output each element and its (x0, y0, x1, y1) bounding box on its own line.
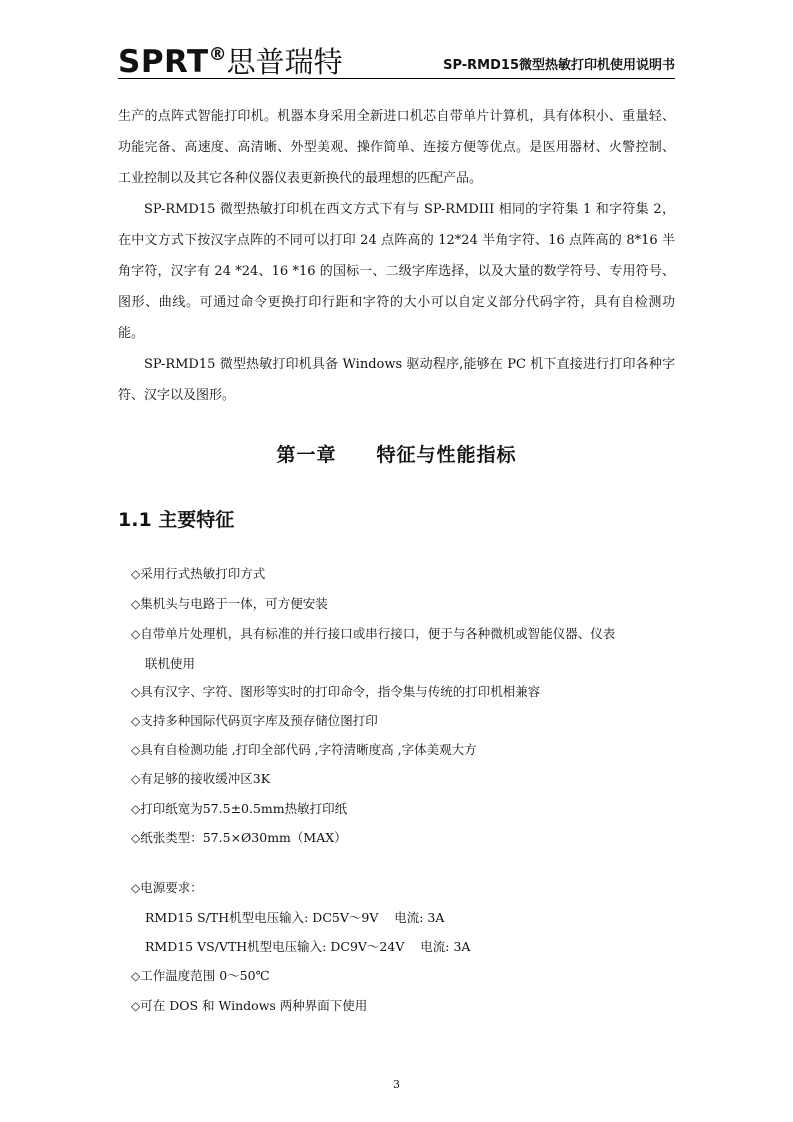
diamond-bullet-icon: ◇ (131, 772, 141, 786)
diamond-bullet-icon: ◇ (131, 597, 141, 611)
power-spec-vs: RMD15 VS/VTH机型电压输入: DC9V～24V 电流: 3A (145, 939, 471, 954)
feature-item: ◇具有汉字、字符、图形等实时的打印命令，指令集与传统的打印机相兼容 (131, 684, 541, 699)
feature-item: ◇可在 DOS 和 Windows 两种界面下使用 (131, 998, 368, 1013)
diamond-bullet-icon: ◇ (131, 714, 141, 728)
feature-item: ◇具有自检测功能 ,打印全部代码 ,字符清晰度高 ,字体美观大方 (131, 742, 477, 757)
feature-item: ◇工作温度范围 0～50℃ (131, 968, 270, 983)
manual-title: SP-RMD15微型热敏打印机使用说明书 (443, 58, 675, 73)
diamond-bullet-icon: ◇ (131, 969, 141, 983)
feature-item: ◇集机头与电路于一体，可方便安装 (131, 596, 328, 611)
section-title: 1.1 主要特征 (118, 509, 235, 531)
brand-latin: SPRT (118, 44, 209, 80)
feature-item: ◇自带单片处理机，具有标准的并行接口或串行接口，便于与各种微机或智能仪器、仪表 联机使用 (131, 619, 675, 678)
feature-item: ◇纸张类型：57.5×Ø30mm（MAX） (131, 830, 347, 845)
diamond-bullet-icon: ◇ (131, 567, 141, 581)
feature-item: ◇打印纸宽为57.5±0.5mm热敏打印纸 (131, 801, 348, 816)
feature-item: ◇支持多种国际代码页字库及预存储位图打印 (131, 713, 378, 728)
page-number: 3 (393, 1078, 400, 1091)
registered-mark: ® (208, 44, 227, 65)
diamond-bullet-icon: ◇ (131, 627, 141, 641)
feature-item: ◇采用行式热敏打印方式 (131, 566, 266, 581)
header-divider (118, 78, 675, 79)
diamond-bullet-icon: ◇ (131, 685, 141, 699)
intro-paragraph-1: 生产的点阵式智能打印机。机器本身采用全新进口机芯自带单片计算机，具有体积小、重量轻、功能完备、高速度、高清晰、外型美观、操作简单、连接方便等优点。是医用器材、火警控制、工业控制以及其它各种仪器仪表更新换代的最理想的匹配产品。 (118, 109, 675, 186)
feature-continuation: 联机使用 (145, 656, 196, 671)
intro-paragraph-3: SP-RMD15 微型热敏打印机具备 Windows 驱动程序,能够在 PC 机下直接进行打印各种字符、汉字以及图形。 (118, 357, 675, 403)
diamond-bullet-icon: ◇ (131, 999, 141, 1013)
diamond-bullet-icon: ◇ (131, 881, 141, 895)
diamond-bullet-icon: ◇ (131, 743, 141, 757)
intro-paragraph-2: SP-RMD15 微型热敏打印机在西文方式下有与 SP-RMDIII 相同的字符集 1 和字符集 2，在中文方式下按汉字点阵的不同可以打印 24 点阵高的 12*24 半角字符、16 点阵高的 8*16 半角字符，汉字有 24 *24、16 *16 的国标一、二级字库选择，以及大量的数学符号、专用符号、图形、曲线。可通过命令更换打印行距和字符的大小可以自定义部分代码字符，具有自检测功能。 (118, 202, 675, 341)
page-header (118, 40, 675, 80)
diamond-bullet-icon: ◇ (131, 802, 141, 816)
feature-item: ◇有足够的接收缓冲区3K (131, 771, 271, 786)
power-spec-st: RMD15 S/TH机型电压输入: DC5V～9V 电流: 3A (145, 910, 445, 925)
brand-logo (118, 40, 343, 81)
feature-item: ◇电源要求： (131, 880, 203, 895)
diamond-bullet-icon: ◇ (131, 831, 141, 845)
brand-chinese: 思普瑞特 (226, 45, 343, 79)
chapter-title: 第一章 特征与性能指标 (276, 444, 517, 466)
